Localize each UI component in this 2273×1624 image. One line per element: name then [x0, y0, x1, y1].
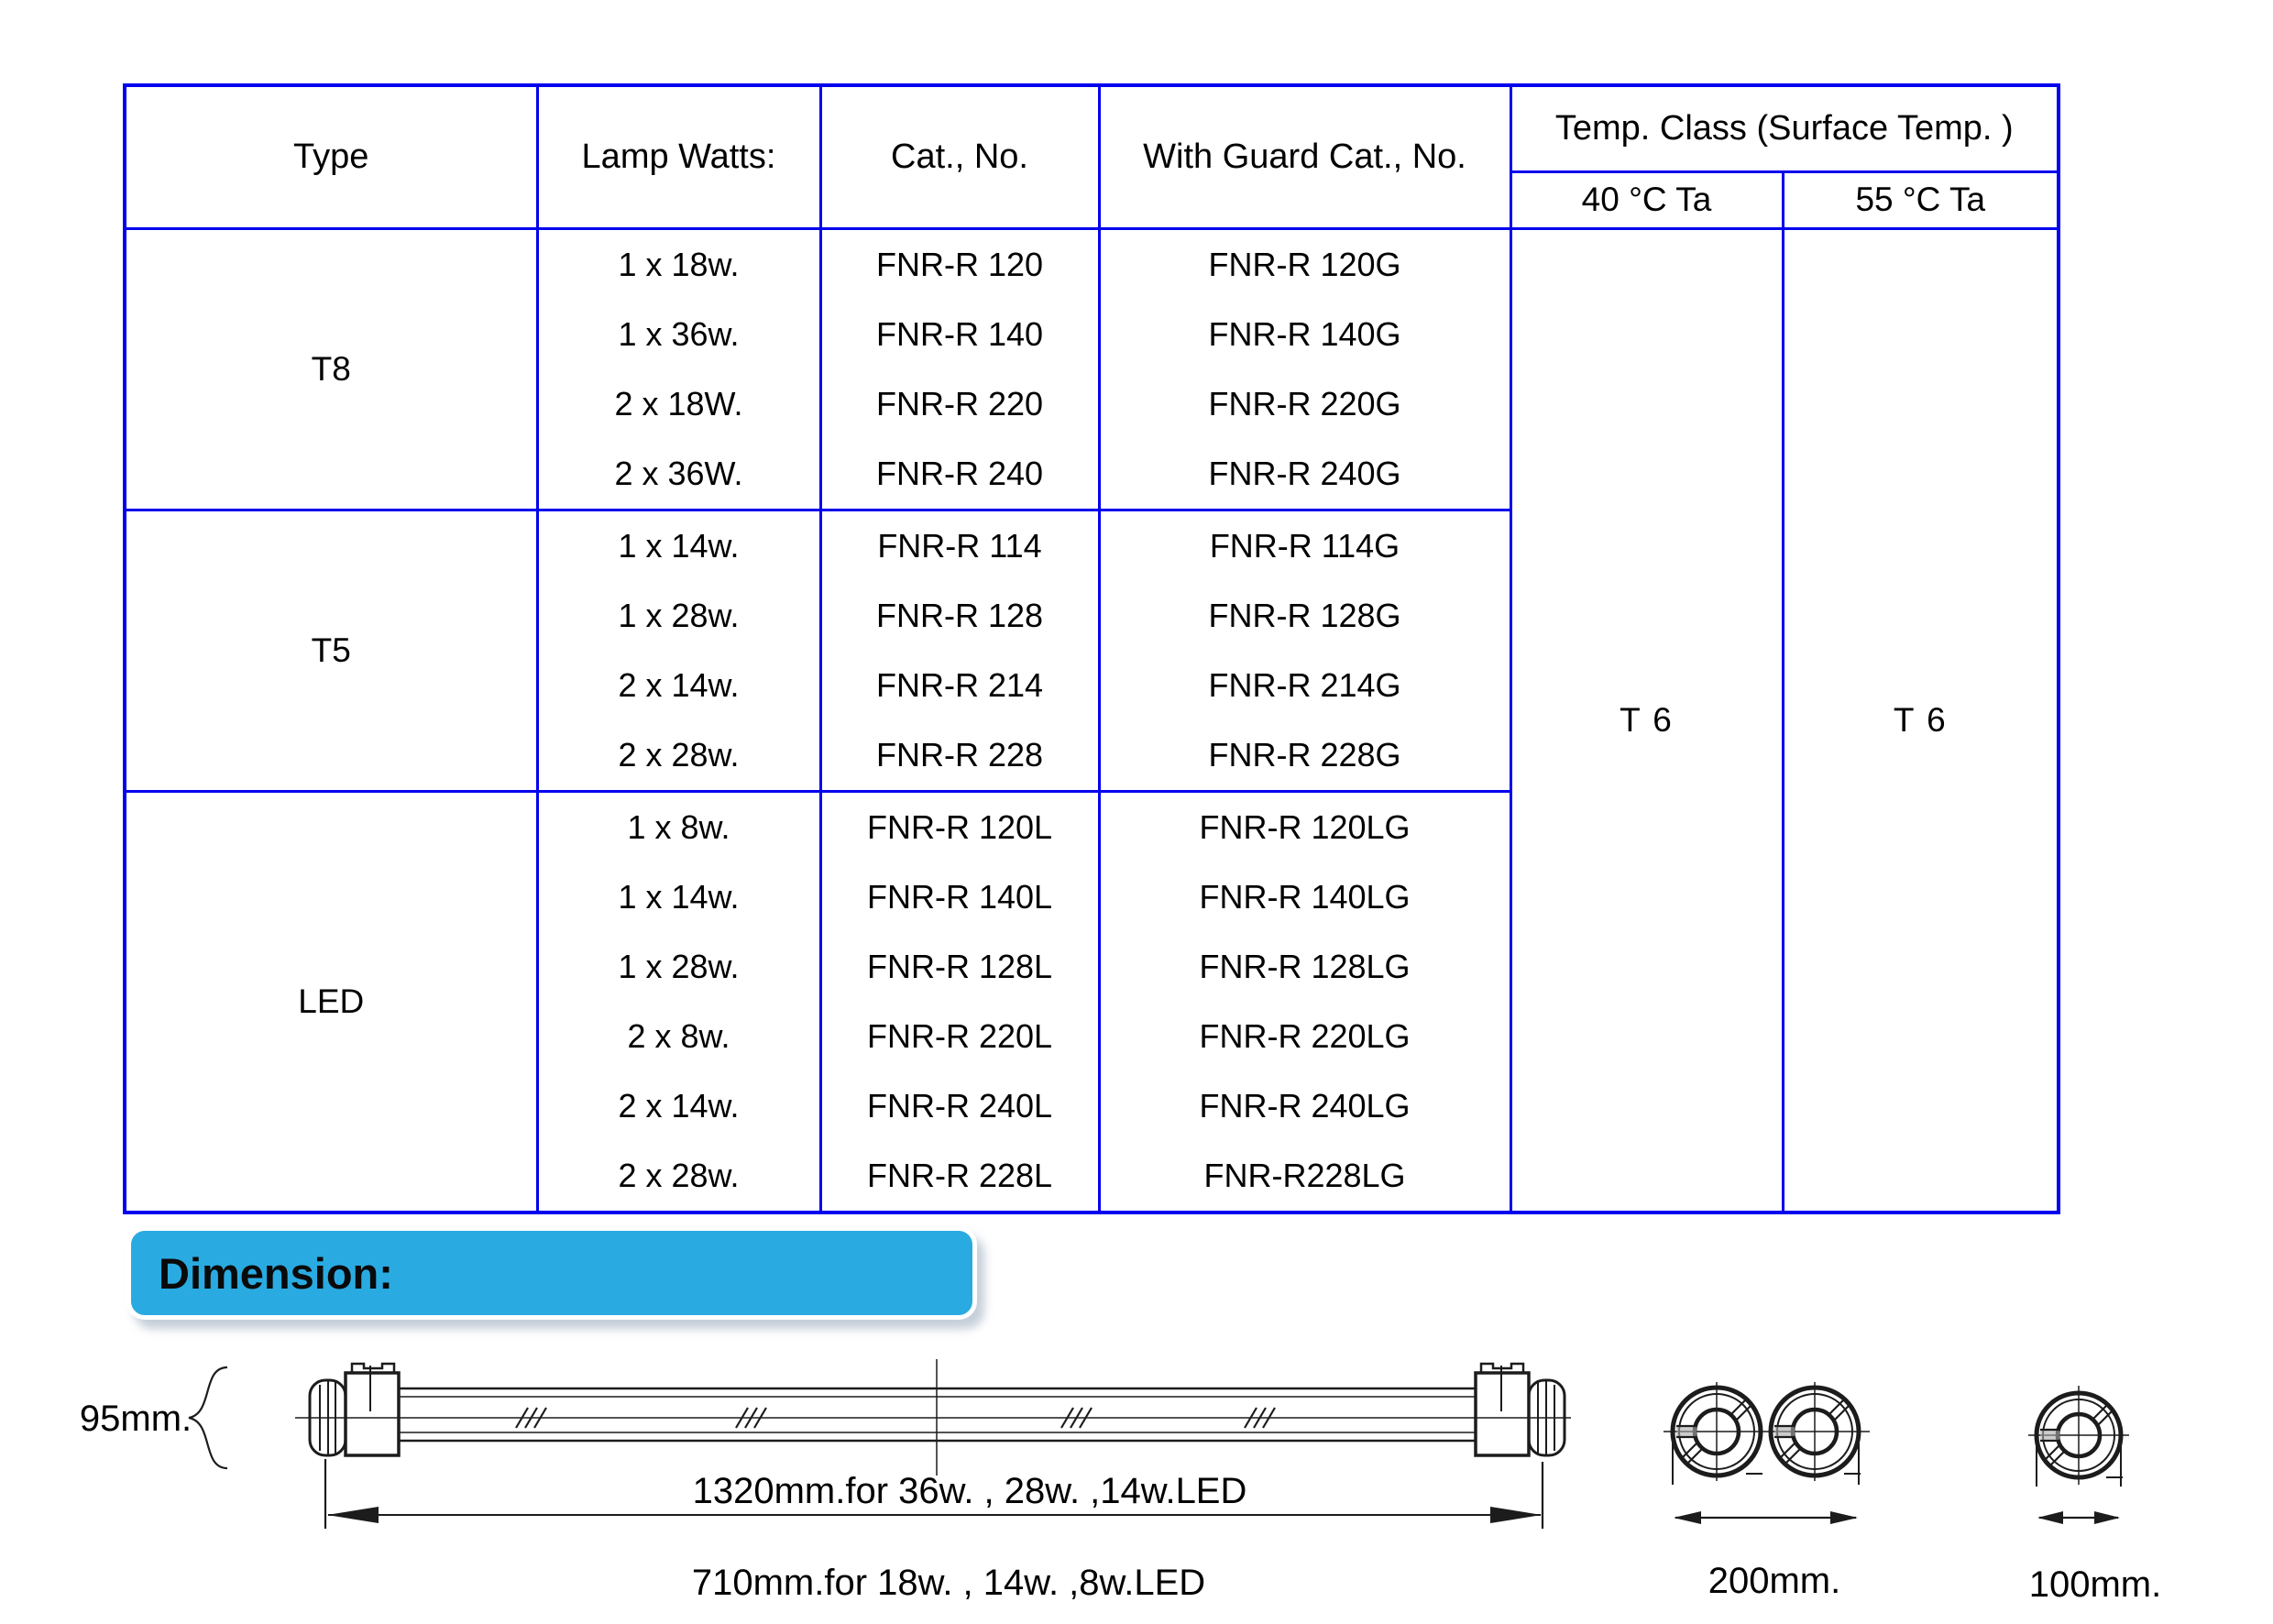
col-header-with-guard: With Guard Cat., No. — [1099, 85, 1510, 228]
col-header-cat-no: Cat., No. — [820, 85, 1099, 228]
t5-watts-cell — [537, 510, 820, 791]
single-tube-end-view — [2028, 1386, 2129, 1524]
type-label-t8: T8 — [125, 228, 537, 510]
cat-no-value: FNR-R 228 — [875, 735, 1044, 774]
col-header-lamp-watts: Lamp Watts: — [537, 85, 820, 228]
guard-cat-no-value: FNR-R 140LG — [1199, 877, 1411, 916]
led-guard-cell — [1099, 791, 1510, 1213]
guard-cat-no-value: FNR-R 220G — [1208, 384, 1401, 422]
guard-cat-no-value: FNR-R 228G — [1208, 735, 1401, 774]
t8-cat-cell — [820, 228, 1099, 510]
type-label-led: LED — [125, 791, 537, 1213]
guard-cat-no-value: FNR-R 140G — [1208, 314, 1401, 353]
single-tube-width-label: 100mm. — [2028, 1564, 2162, 1605]
t5-guard-cell — [1099, 510, 1510, 791]
guard-cat-no-value: FNR-R 120G — [1208, 245, 1401, 283]
t8-watts-cell — [537, 228, 820, 510]
watts-value: 1 x 36w. — [618, 314, 740, 353]
watts-value: 2 x 28w. — [618, 1156, 740, 1194]
watts-value: 2 x 14w. — [618, 665, 740, 704]
col-header-55c-ta: 55 °C Ta — [1783, 171, 2059, 228]
cat-no-value: FNR-R 220 — [875, 384, 1044, 422]
dimension-drawing — [0, 1338, 2273, 1624]
tube-height-label: 95mm. — [79, 1399, 192, 1439]
col-header-temp-class: Temp. Class (Surface Temp. ) — [1510, 85, 2059, 171]
t5-cat-cell — [820, 510, 1099, 791]
cat-no-value: FNR-R 128L — [866, 947, 1053, 985]
watts-value: 2 x 28w. — [618, 735, 740, 774]
temp-class-40c-value: T 6 — [1510, 228, 1783, 1213]
guard-cat-no-value: FNR-R 128G — [1208, 596, 1401, 634]
type-label-t5: T5 — [125, 510, 537, 791]
guard-cat-no-value: FNR-R 128LG — [1199, 947, 1411, 985]
watts-value: 1 x 14w. — [618, 526, 740, 565]
temp-class-55c-value: T 6 — [1783, 228, 2059, 1213]
watts-value: 1 x 8w. — [627, 807, 730, 846]
led-watts-cell — [537, 791, 820, 1213]
watts-value: 1 x 14w. — [618, 877, 740, 916]
tube-side-view — [295, 1359, 1571, 1476]
cat-no-value: FNR-R 120 — [875, 245, 1044, 283]
watts-value: 2 x 8w. — [627, 1016, 730, 1055]
cat-no-value: FNR-R 140 — [875, 314, 1044, 353]
watts-value: 1 x 28w. — [618, 947, 740, 985]
lamp-spec-table — [123, 83, 2060, 1214]
guard-cat-no-value: FNR-R 220LG — [1199, 1016, 1411, 1055]
dimension-section-header — [126, 1226, 977, 1320]
watts-value: 2 x 14w. — [618, 1086, 740, 1125]
guard-cat-no-value: FNR-R 120LG — [1199, 807, 1411, 846]
cat-no-value: FNR-R 220L — [866, 1016, 1053, 1055]
watts-value: 1 x 28w. — [618, 596, 740, 634]
watts-value: 1 x 18w. — [618, 245, 740, 283]
guard-cat-no-value: FNR-R 214G — [1208, 665, 1401, 704]
col-header-40c-ta: 40 °C Ta — [1510, 171, 1783, 228]
twin-tube-width-label: 200mm. — [1707, 1561, 1841, 1601]
watts-value: 2 x 36W. — [614, 454, 743, 492]
dimension-title: Dimension: — [159, 1248, 393, 1298]
tube-length-label-short: 710mm.for 18w. , 14w. ,8w.LED — [691, 1563, 1206, 1603]
cat-no-value: FNR-R 240 — [875, 454, 1044, 492]
table-row-t8 — [125, 228, 2059, 510]
guard-cat-no-value: FNR-R 114G — [1209, 526, 1400, 565]
twin-tube-end-view — [1664, 1382, 1870, 1524]
cat-no-value: FNR-R 228L — [866, 1156, 1053, 1194]
cat-no-value: FNR-R 128 — [875, 596, 1044, 634]
t8-guard-cell — [1099, 228, 1510, 510]
guard-cat-no-value: FNR-R 240G — [1208, 454, 1401, 492]
guard-cat-no-value: FNR-R228LG — [1203, 1156, 1406, 1194]
led-cat-cell — [820, 791, 1099, 1213]
cat-no-value: FNR-R 240L — [866, 1086, 1053, 1125]
cat-no-value: FNR-R 114 — [877, 526, 1042, 565]
cat-no-value: FNR-R 140L — [866, 877, 1053, 916]
col-header-type: Type — [125, 85, 537, 228]
cat-no-value: FNR-R 214 — [875, 665, 1044, 704]
watts-value: 2 x 18W. — [614, 384, 743, 422]
height-brace — [189, 1367, 227, 1468]
tube-length-label-long: 1320mm.for 36w. , 28w. ,14w.LED — [692, 1471, 1247, 1511]
guard-cat-no-value: FNR-R 240LG — [1199, 1086, 1411, 1125]
cat-no-value: FNR-R 120L — [866, 807, 1053, 846]
